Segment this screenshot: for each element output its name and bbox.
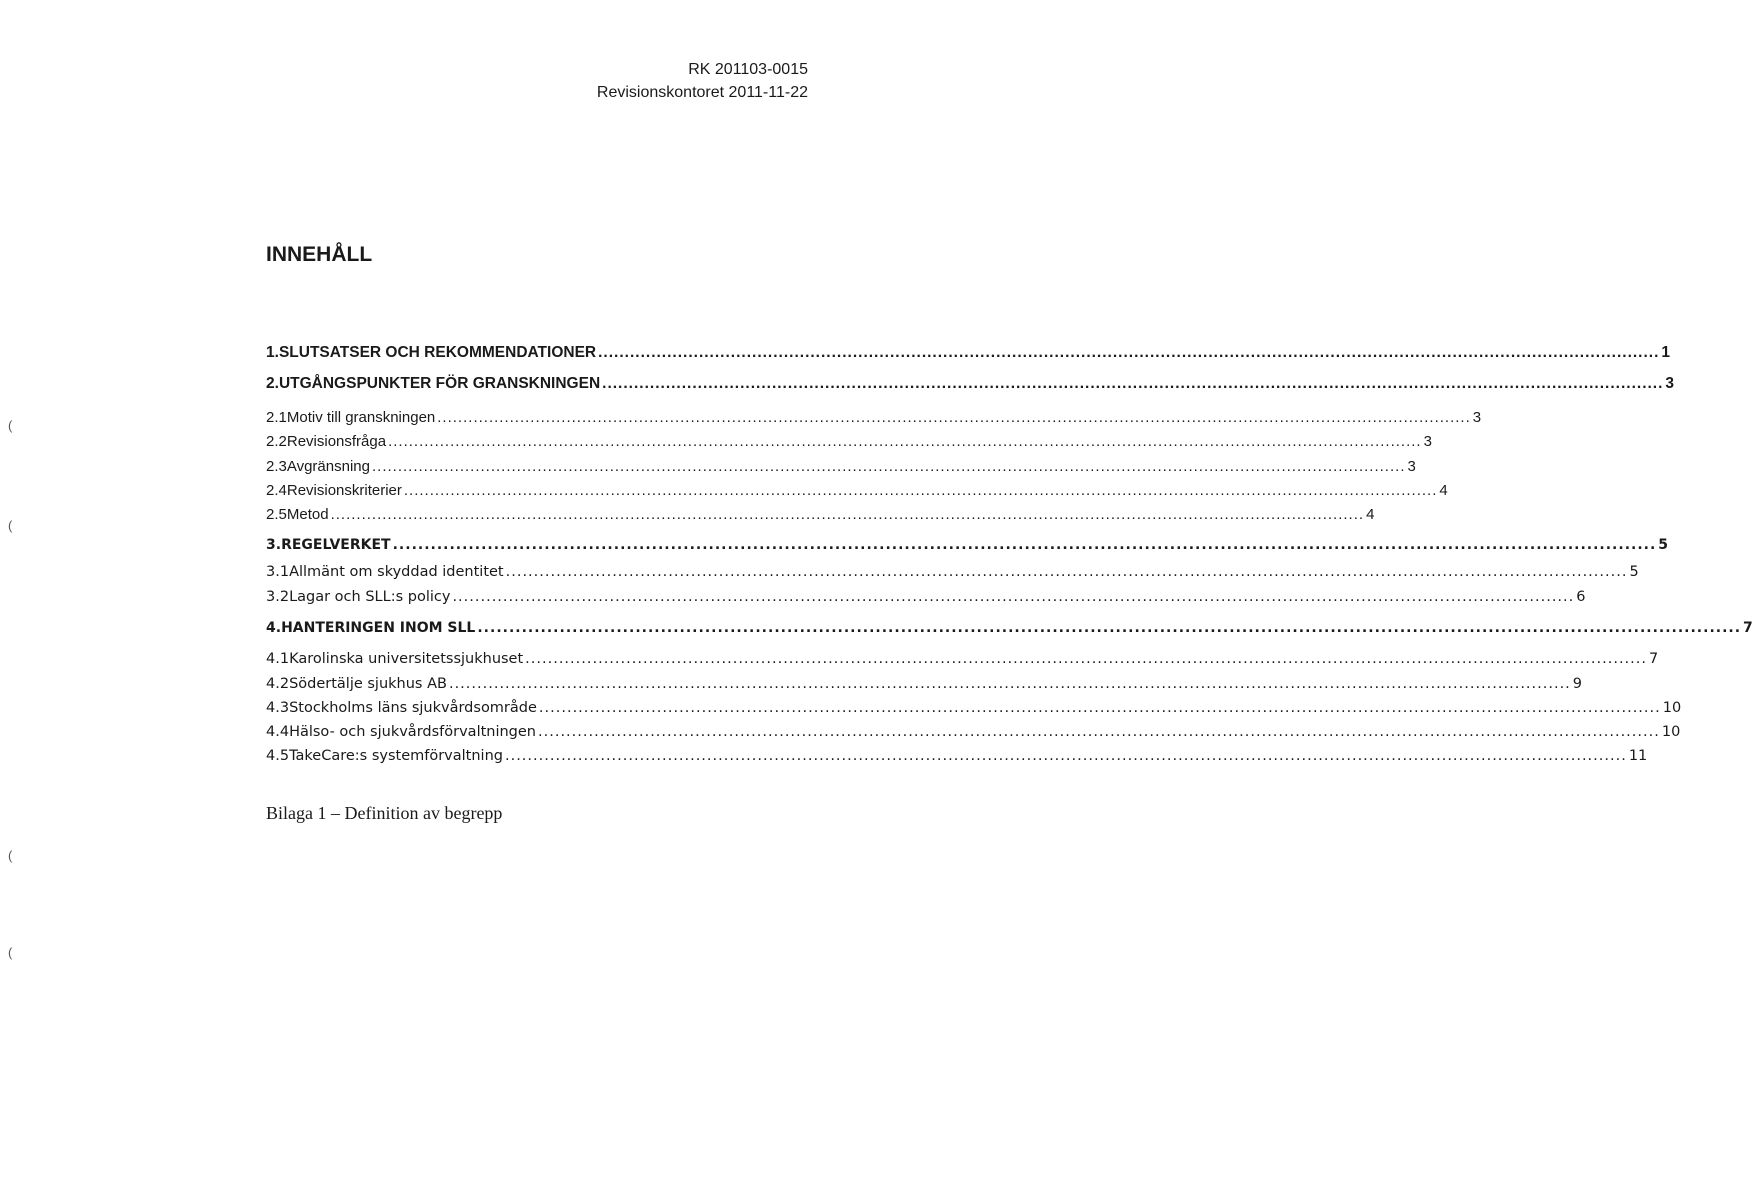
- document-header: [597, 58, 808, 104]
- toc-leader-dots: ........................................................................................................................................................................................................: [330, 506, 1365, 523]
- margin-mark: (: [8, 945, 13, 960]
- reference-number: RK 201103-0015: [688, 61, 808, 78]
- toc-entry-label: Revisionskriterier: [286, 482, 402, 499]
- toc-entry-label: Lagar och SLL:s policy: [289, 589, 451, 605]
- toc-leader-dots: ........................................................................................................................................................................................................: [388, 433, 1422, 450]
- toc-entry-label: Karolinska universitetssjukhuset: [289, 651, 524, 667]
- toc-entry-label: Revisionsfråga: [286, 433, 387, 450]
- toc-entry-number: 2.2: [266, 433, 287, 450]
- toc-entry-number: 2.3: [266, 458, 287, 475]
- toc-leader-dots: ........................................................................................................................................................................................................: [448, 676, 1571, 692]
- toc-entry-label: Allmänt om skyddad identitet: [289, 564, 504, 580]
- office-and-date: Revisionskontoret 2011-11-22: [596, 84, 808, 101]
- toc-entry-number: 1.: [266, 344, 279, 361]
- toc-entry-page: 6: [1576, 589, 1586, 605]
- margin-mark: (: [8, 418, 13, 433]
- toc-entry-label: Metod: [286, 506, 329, 523]
- toc-entry-page: 1: [1661, 344, 1671, 361]
- toc-entry-label: REGELVERKET: [281, 537, 391, 553]
- toc-entry[interactable]: [266, 620, 1753, 642]
- toc-entry-page: 9: [1572, 676, 1583, 692]
- toc-entry-label: Avgränsning: [286, 458, 370, 475]
- toc-leader-dots: ........................................................................................................................................................................................................: [538, 724, 1660, 740]
- toc-entry[interactable]: [266, 564, 1639, 586]
- toc-entry-number: 3.1: [266, 564, 290, 580]
- toc-entry[interactable]: [266, 651, 1659, 673]
- toc-entry[interactable]: [266, 506, 1375, 528]
- toc-leader-dots: ........................................................................................................................................................................................................: [477, 620, 1742, 636]
- toc-entry-label: Hälso- och sjukvårdsförvaltningen: [289, 724, 537, 740]
- toc-entry-number: 4.4: [266, 724, 290, 740]
- toc-entry-page: 7: [1649, 651, 1659, 667]
- page-title: INNEHÅLL: [266, 243, 373, 266]
- toc-leader-dots: ........................................................................................................................................................................................................: [505, 564, 1628, 580]
- toc-entry-number: 4.5: [266, 748, 290, 764]
- toc-entry[interactable]: [266, 589, 1586, 611]
- toc-entry-page: 4: [1366, 506, 1375, 523]
- toc-entry-number: 4.2: [266, 676, 290, 692]
- toc-leader-dots: ........................................................................................................................................................................................................: [392, 537, 1657, 553]
- toc-entry[interactable]: [266, 724, 1681, 746]
- toc-entry-number: 2.5: [266, 506, 287, 523]
- toc-entry-page: 3: [1407, 458, 1416, 475]
- toc-leader-dots: ........................................................................................................................................................................................................: [371, 458, 1406, 475]
- toc-entry[interactable]: [266, 537, 1669, 559]
- toc-entry-label: Motiv till granskningen: [286, 409, 436, 426]
- toc-entry-label: SLUTSATSER OCH REKOMMENDATIONER: [278, 344, 597, 361]
- toc-entry-page: 10: [1661, 724, 1681, 740]
- toc-entry[interactable]: [266, 700, 1682, 722]
- toc-entry-label: HANTERINGEN INOM SLL: [281, 620, 476, 636]
- toc-entry[interactable]: [266, 482, 1448, 504]
- toc-entry-label: Stockholms läns sjukvårdsområde: [289, 700, 537, 716]
- toc-entry-label: UTGÅNGSPUNKTER FÖR GRANSKNINGEN: [278, 375, 601, 392]
- toc-leader-dots: ........................................................................................................................................................................................................: [403, 482, 1438, 499]
- toc-entry-page: 5: [1658, 537, 1669, 553]
- toc-entry-number: 4.1: [266, 651, 290, 667]
- toc-entry-number: 2.1: [266, 409, 287, 426]
- toc-entry-page: 3: [1472, 409, 1482, 426]
- toc-leader-dots: ........................................................................................................................................................................................................: [504, 748, 1627, 764]
- toc-entry-page: 11: [1628, 748, 1648, 764]
- margin-mark: (: [8, 518, 13, 533]
- toc-leader-dots: ........................................................................................................................................................................................................: [538, 700, 1661, 716]
- toc-leader-dots: ........................................................................................................................................................................................................: [452, 589, 1575, 605]
- toc-entry-page: 5: [1629, 564, 1639, 580]
- toc-entry[interactable]: [266, 375, 1675, 397]
- toc-entry-label: TakeCare:s systemförvaltning: [289, 748, 503, 764]
- toc-entry-page: 4: [1439, 482, 1448, 499]
- toc-entry[interactable]: [266, 748, 1648, 770]
- toc-leader-dots: ........................................................................................................................................................................................................: [598, 344, 1660, 361]
- toc-entry-number: 4.3: [266, 700, 290, 716]
- annex-reference: Bilaga 1 – Definition av begrepp: [266, 803, 503, 823]
- toc-leader-dots: ........................................................................................................................................................................................................: [525, 651, 1647, 667]
- toc-entry[interactable]: [266, 458, 1416, 480]
- margin-mark: (: [8, 848, 13, 863]
- toc-entry-page: 3: [1423, 433, 1432, 450]
- toc-leader-dots: ........................................................................................................................................................................................................: [437, 409, 1471, 426]
- toc-entry-number: 2.4: [266, 482, 287, 499]
- toc-entry-label: Södertälje sjukhus AB: [289, 676, 447, 692]
- toc-entry-number: 3.: [266, 537, 282, 553]
- toc-leader-dots: ........................................................................................................................................................................................................: [602, 375, 1664, 392]
- toc-entry-number: 4.: [266, 620, 282, 636]
- toc-entry[interactable]: [266, 676, 1583, 698]
- toc-entry-page: 3: [1665, 375, 1675, 392]
- toc-entry-number: 3.2: [266, 589, 290, 605]
- toc-entry[interactable]: [266, 433, 1432, 455]
- toc-entry-number: 2.: [266, 375, 279, 392]
- toc-entry[interactable]: [266, 344, 1671, 366]
- toc-entry[interactable]: [266, 409, 1482, 431]
- toc-entry-page: 7: [1743, 620, 1753, 636]
- toc-entry-page: 10: [1662, 700, 1682, 716]
